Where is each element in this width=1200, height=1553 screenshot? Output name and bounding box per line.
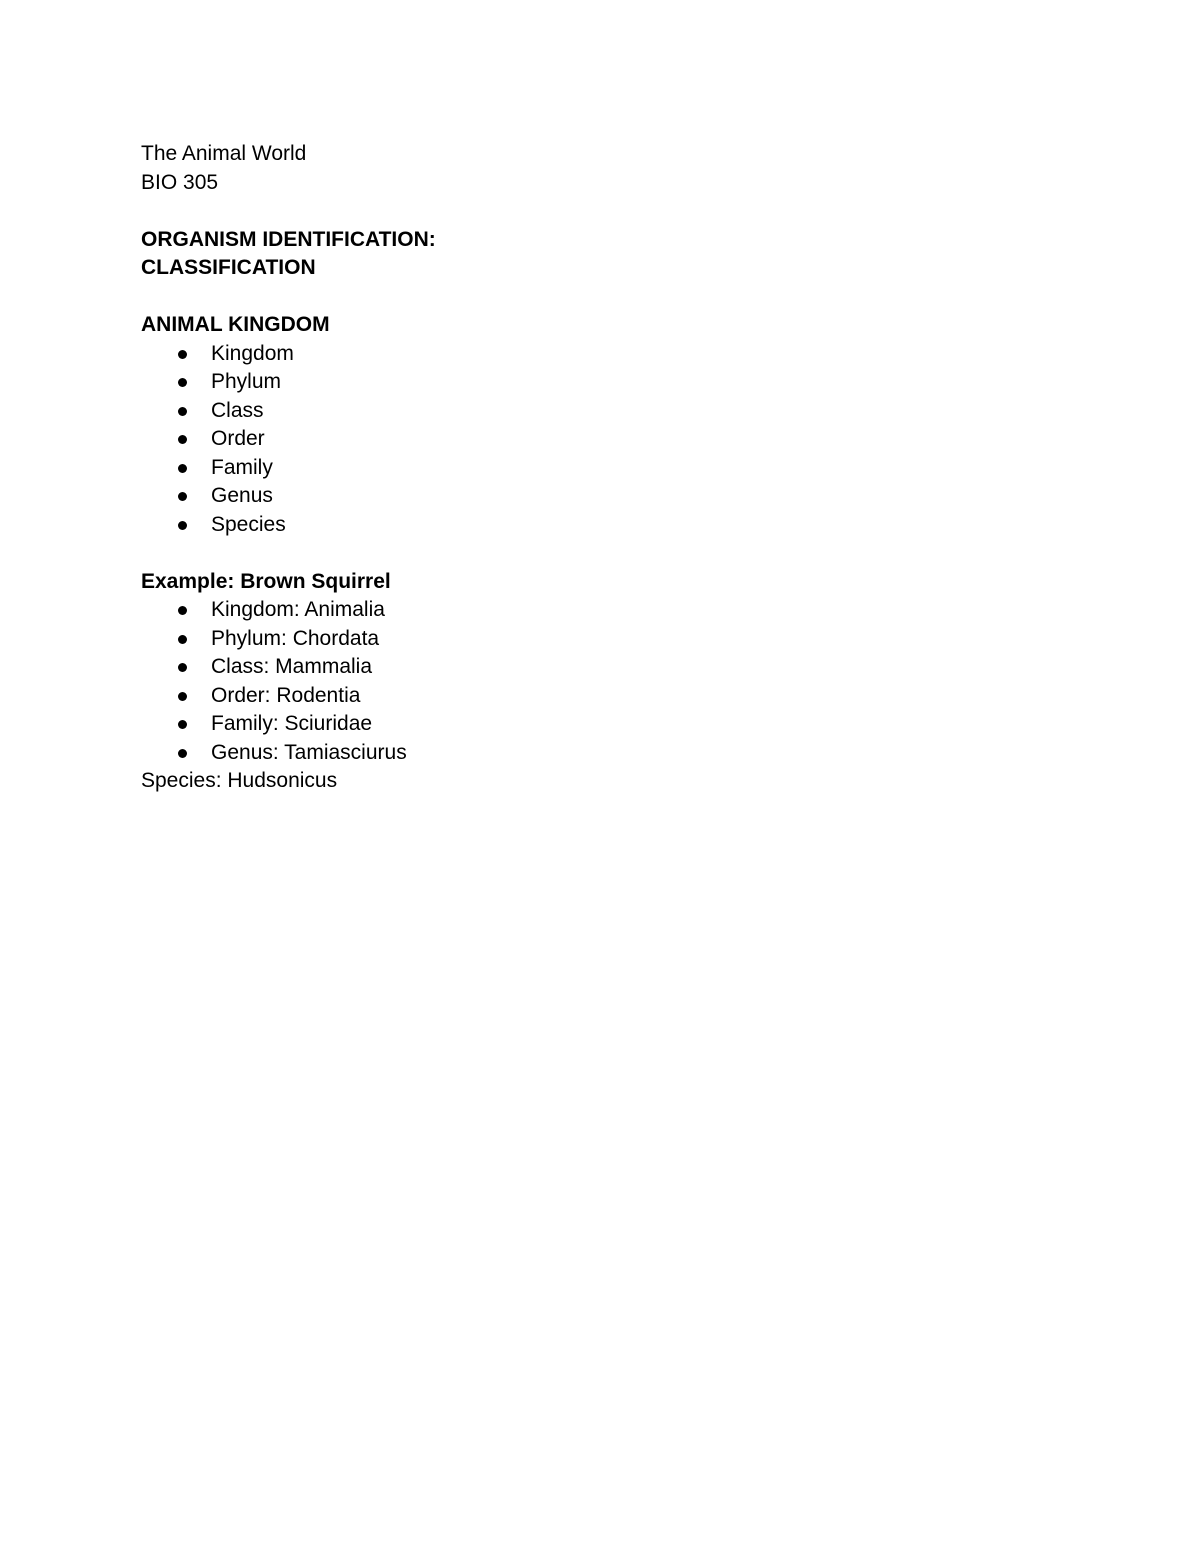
list-item (141, 425, 1041, 454)
list-item-text: Order (211, 427, 265, 450)
bullet-icon (178, 692, 187, 701)
list-item-text: Class: Mammalia (211, 655, 373, 678)
kingdom-rank-list (141, 340, 1041, 540)
bullet-icon (178, 407, 187, 416)
bullet-icon (178, 350, 187, 359)
list-item-text: Kingdom: Animalia (211, 598, 385, 621)
list-item-text: Phylum (211, 370, 282, 393)
document-body (141, 140, 1041, 796)
example-section-title: Example: Brown Squirrel (141, 569, 391, 593)
list-item-text: Kingdom (211, 341, 294, 365)
list-item-text: Phylum: Chordata (211, 626, 380, 650)
bullet-icon (178, 464, 187, 473)
bullet-icon (178, 749, 187, 758)
list-item (141, 397, 1041, 426)
species-line: Species: Hudsonicus (141, 769, 338, 792)
list-item (141, 368, 1041, 397)
list-item (141, 653, 1041, 682)
main-heading-line-2: CLASSIFICATION (141, 256, 316, 279)
list-item-text: Family (211, 455, 273, 479)
bullet-icon (178, 606, 187, 615)
list-item-text: Family: Sciuridae (211, 712, 373, 735)
list-item (141, 625, 1041, 654)
kingdom-section-title: ANIMAL KINGDOM (141, 313, 330, 336)
example-classification-list (141, 596, 1041, 767)
list-item-text: Order: Rodentia (211, 683, 361, 707)
list-item (141, 710, 1041, 739)
blank-line (141, 283, 1041, 312)
list-item-text: Class (211, 398, 264, 422)
list-item (141, 739, 1041, 768)
course-code: BIO 305 (141, 170, 219, 194)
list-item (141, 511, 1041, 540)
list-item-text: Species (211, 512, 286, 536)
bullet-icon (178, 635, 187, 644)
list-item (141, 482, 1041, 511)
list-item (141, 596, 1041, 625)
bullet-icon (178, 492, 187, 501)
bullet-icon (178, 378, 187, 387)
list-item-text: Genus (211, 484, 273, 507)
list-item (141, 340, 1041, 369)
list-item (141, 454, 1041, 483)
bullet-icon (178, 521, 187, 530)
bullet-icon (178, 663, 187, 672)
bullet-icon (178, 435, 187, 444)
course-title: The Animal World (141, 142, 307, 165)
blank-line (141, 197, 1041, 226)
list-item (141, 682, 1041, 711)
bullet-icon (178, 720, 187, 729)
list-item-text: Genus: Tamiasciurus (211, 740, 407, 764)
main-heading-line-1: ORGANISM IDENTIFICATION: (141, 227, 436, 251)
blank-line (141, 539, 1041, 568)
